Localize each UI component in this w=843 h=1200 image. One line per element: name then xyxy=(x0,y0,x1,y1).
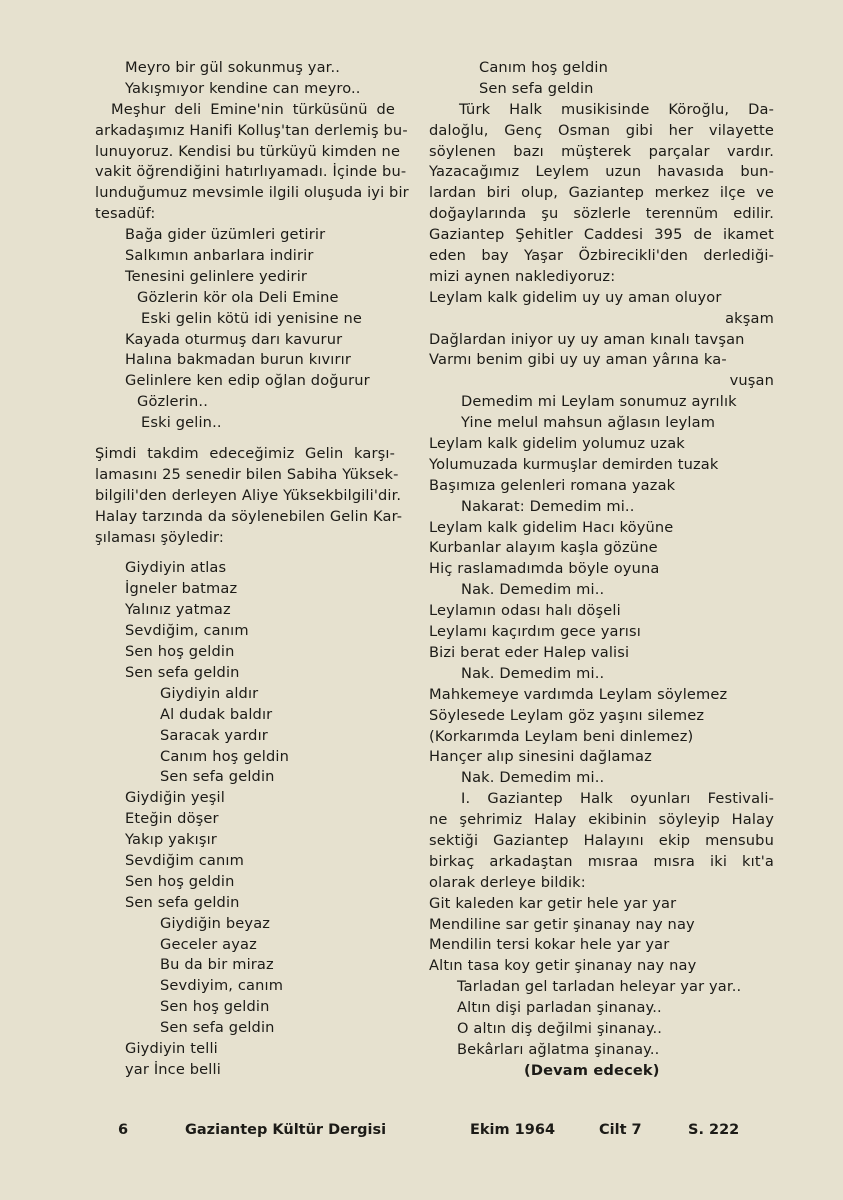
text-line: Leylam kalk gidelim uy uy aman oluyor xyxy=(429,288,722,306)
text-line: vakit öğrendiğini hatırlıyamadı. İçinde bu- xyxy=(95,163,407,181)
text-line: Mendilin tersi kokar hele yar yar xyxy=(429,936,670,954)
text-line: Canım hoş geldin xyxy=(479,59,608,76)
text-line: Halay tarzında da söylenebilen Gelin Kar- xyxy=(95,507,403,525)
text-line: arkadaşımız Hanifi Kolluş'tan derlemiş bu- xyxy=(95,121,408,139)
text-line: doğaylarında şu sözlerle terennüm edilir. xyxy=(429,205,774,223)
left-column xyxy=(95,58,409,1081)
text-line: daloğlu, Genç Osman gibi her vilayette xyxy=(429,121,774,139)
text-line: lunuyoruz. Kendisi bu türküyü kimden ne xyxy=(95,142,401,160)
text-line: Eski gelin kötü idi yenisine ne xyxy=(141,309,363,327)
text-line: mizi aynen naklediyoruz: xyxy=(429,267,616,285)
text-line: Sen sefa geldin xyxy=(125,663,240,681)
text-line: Sen sefa geldin xyxy=(125,893,240,911)
text-line: Sen hoş geldin xyxy=(160,998,270,1016)
text-line: Yalınız yatmaz xyxy=(125,601,231,619)
text-line: Tarladan gel tarladan heleyar yar yar.. xyxy=(457,978,742,996)
issue-date: Ekim 1964 xyxy=(470,1122,556,1138)
text-line: tesadüf: xyxy=(95,205,156,223)
text-line: Leylamın odası halı döşeli xyxy=(429,602,621,620)
text-line: lunduğumuz mevsimle ilgili oluşuda iyi bir xyxy=(95,184,409,202)
text-line: eden bay Yaşar Özbirecikli'den derlediği- xyxy=(429,247,774,265)
text-line: Sen sefa geldin xyxy=(160,768,275,786)
text-line: Git kaleden kar getir hele yar yar xyxy=(429,894,677,912)
text-line: Mendiline sar getir şinanay nay nay xyxy=(429,915,695,933)
text-line: Yakıp yakışır xyxy=(125,831,217,849)
text-line: Şimdi takdim edeceğimiz Gelin karşı- xyxy=(95,445,395,463)
text-line: Yazacağımız Leylem uzun havasıda bun- xyxy=(429,163,774,181)
text-line: Yine melul mahsun ağlasın leylam xyxy=(461,414,716,432)
text-line: vuşan xyxy=(729,372,774,390)
text-line: Giydiğin yeşil xyxy=(125,789,225,807)
text-line: Bekârları ağlatma şinanay.. xyxy=(457,1040,660,1058)
text-line: Leylam kalk gidelim yolumuz uzak xyxy=(429,435,685,453)
text-line: Leylamı kaçırdım gece yarısı xyxy=(429,623,641,641)
text-line: Bu da bir miraz xyxy=(160,956,274,974)
text-line: Hiç raslamadımda böyle oyuna xyxy=(429,560,660,578)
text-line: Yakışmıyor kendine can meyro.. xyxy=(125,79,361,97)
text-line: Giydiyin atlas xyxy=(125,559,227,577)
text-line: Demedim mi Leylam sonumuz ayrılık xyxy=(461,393,737,411)
text-line: Tenesini gelinlere yedirir xyxy=(125,267,308,285)
text-line: Giydiğin beyaz xyxy=(160,914,271,932)
text-line: I. Gaziantep Halk oyunları Festivali- xyxy=(461,790,774,808)
text-line: Sen sefa geldin xyxy=(160,1019,275,1037)
text-line: Sevdiğim canım xyxy=(125,851,244,869)
text-line: Türk Halk musikisinde Köroğlu, Da- xyxy=(459,100,774,118)
paragraph-gap xyxy=(95,434,395,444)
text-line: Dağlardan iniyor uy uy aman kınalı tavşan xyxy=(429,330,745,348)
text-line: (Korkarımda Leylam beni dinlemez) xyxy=(429,727,694,745)
text-line: Leylam kalk gidelim Hacı köyüne xyxy=(429,518,674,536)
text-line: söylenen bazı müşterek parçalar vardır. xyxy=(429,142,774,160)
text-line: Söylesede Leylam göz yaşını silemez xyxy=(429,706,705,724)
text-line: olarak derleye bildik: xyxy=(429,873,586,891)
text-line: Gaziantep Şehitler Caddesi 395 de ikamet xyxy=(429,226,774,244)
text-line: Sevdiyim, canım xyxy=(160,977,284,995)
text-line: Eteğin döşer xyxy=(125,810,219,828)
text-line: Giydiyin telli xyxy=(125,1039,218,1057)
text-line: lamasını 25 senedir bilen Sabiha Yüksek- xyxy=(95,465,399,483)
text-line: Nak. Demedim mi.. xyxy=(461,581,605,599)
text-line: Bizi berat eder Halep valisi xyxy=(429,643,630,661)
text-line: Sen hoş geldin xyxy=(125,643,235,661)
page-number: 6 xyxy=(118,1122,129,1138)
text-line: bilgili'den derleyen Aliye Yüksekbilgili'dir. xyxy=(95,486,402,504)
text-line: Geceler ayaz xyxy=(160,935,257,953)
text-line: Altın dişi parladan şinanay.. xyxy=(457,999,662,1017)
text-line: Hançer alıp sinesini dağlamaz xyxy=(429,748,652,766)
text-line: Sevdiğim, canım xyxy=(125,622,249,640)
volume-label: Cilt 7 xyxy=(599,1122,642,1138)
text-line: Varmı benim gibi uy uy aman yârına ka- xyxy=(429,351,727,369)
journal-title: Gaziantep Kültür Dergisi xyxy=(185,1122,387,1138)
text-line: Mahkemeye vardımda Leylam söylemez xyxy=(429,685,728,703)
text-line: Altın tasa koy getir şinanay nay nay xyxy=(429,957,697,975)
text-line: Sen sefa geldin xyxy=(479,79,594,97)
text-line: O altın diş değilmi şinanay.. xyxy=(457,1019,663,1037)
text-line: şılaması şöyledir: xyxy=(95,528,224,546)
text-line: yar İnce belli xyxy=(125,1060,221,1078)
text-line: Meşhur deli Emine'nin türküsünü de xyxy=(111,100,395,118)
page-footer xyxy=(0,1122,843,1146)
text-line: ne şehrimiz Halay ekibinin söyleyip Halay xyxy=(429,811,774,829)
text-line: Nak. Demedim mi.. xyxy=(461,769,605,787)
text-line: Meyro bir gül sokunmuş yar.. xyxy=(125,59,341,76)
text-line: sektiği Gaziantep Halayını ekip mensubu xyxy=(429,831,774,849)
text-line: Gelinlere ken edip oğlan doğurur xyxy=(125,372,370,390)
issue-number: S. 222 xyxy=(688,1122,740,1138)
text-line: lardan biri olup, Gaziantep merkez ilçe ve xyxy=(429,184,774,202)
text-line: İgneler batmaz xyxy=(125,580,238,598)
text-line: Eski gelin.. xyxy=(141,414,222,432)
text-line: Nakarat: Demedim mi.. xyxy=(461,497,635,515)
text-line: Yolumuzada kurmuşlar demirden tuzak xyxy=(429,455,719,473)
text-line: (Devam edecek) xyxy=(524,1061,660,1079)
text-line: Kurbanlar alayım kaşla gözüne xyxy=(429,539,658,557)
text-line: Gözlerin kör ola Deli Emine xyxy=(137,288,339,306)
text-line: Bağa gider üzümleri getirir xyxy=(125,226,326,244)
text-line: Gözlerin.. xyxy=(137,393,209,411)
text-line: Sen hoş geldin xyxy=(125,872,235,890)
text-line: Kayada oturmuş darı kavurur xyxy=(125,330,343,348)
text-line: Canım hoş geldin xyxy=(160,747,289,765)
right-column xyxy=(429,58,774,1082)
text-line: birkaç arkadaştan mısraa mısra iki kıt'a xyxy=(429,852,774,870)
text-line: Başımıza gelenleri romana yazak xyxy=(429,476,676,494)
text-line: akşam xyxy=(725,309,774,327)
text-line: Salkımın anbarlara indirir xyxy=(125,247,314,265)
paragraph-gap xyxy=(95,548,395,558)
text-line: Saracak yardır xyxy=(160,726,268,744)
text-line: Al dudak baldır xyxy=(160,705,273,723)
text-line: Giydiyin aldır xyxy=(160,684,259,702)
text-line: Nak. Demedim mi.. xyxy=(461,664,605,682)
text-line: Halına bakmadan burun kıvırır xyxy=(125,351,352,369)
